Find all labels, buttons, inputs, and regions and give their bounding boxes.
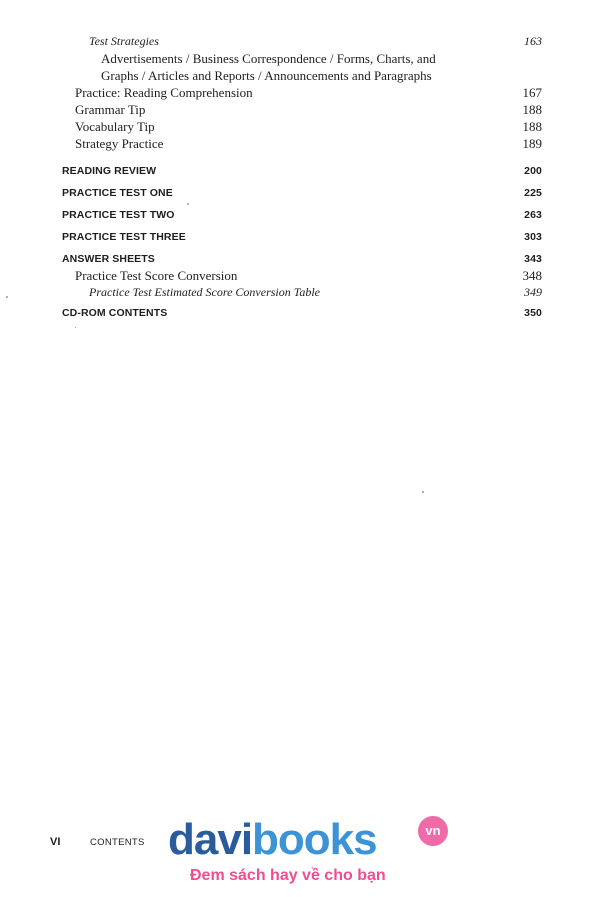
toc-entry-page: 167 xyxy=(522,85,542,100)
toc-entry-page: 348 xyxy=(522,268,542,283)
toc-entry-label: Advertisements / Business Correspondence / Forms, Charts, and xyxy=(101,51,436,66)
scan-speck xyxy=(6,296,8,298)
toc-entry-test-strategies[interactable] xyxy=(62,33,542,50)
logo-vn-badge: vn xyxy=(418,816,448,846)
toc-entry-label: Graphs / Articles and Reports / Announcements and Paragraphs xyxy=(101,68,432,83)
toc-section-page: 225 xyxy=(524,187,542,199)
toc-entry-page: 349 xyxy=(524,285,542,299)
toc-section-page: 303 xyxy=(524,231,542,243)
logo-wordmark-part-1: davi xyxy=(168,815,253,864)
toc-entry-score-conversion[interactable] xyxy=(62,267,542,284)
toc-section-label: CD-ROM CONTENTS xyxy=(62,307,168,319)
toc-section-reading-review[interactable] xyxy=(62,163,542,179)
table-of-contents xyxy=(62,33,542,321)
toc-strategy-topics-line-1 xyxy=(62,50,542,67)
toc-entry-label: Strategy Practice xyxy=(75,136,164,151)
toc-entry-page: 188 xyxy=(522,102,542,117)
logo-tagline: Đem sách hay về cho bạn xyxy=(190,867,386,884)
toc-entry-label: Grammar Tip xyxy=(75,102,146,117)
toc-section-label: READING REVIEW xyxy=(62,165,157,177)
toc-entry-strategy-practice[interactable] xyxy=(62,135,542,152)
toc-section-page: 200 xyxy=(524,165,542,177)
toc-entry-vocabulary-tip[interactable] xyxy=(62,118,542,135)
toc-entry-page: 188 xyxy=(522,119,542,134)
logo-wordmark-part-2: books xyxy=(252,815,377,864)
toc-section-practice-test-three[interactable] xyxy=(62,229,542,245)
scan-speck xyxy=(187,203,189,205)
toc-section-practice-test-two[interactable] xyxy=(62,207,542,223)
toc-entry-page: 163 xyxy=(524,34,542,48)
page-number: VI xyxy=(50,836,61,848)
toc-section-page: 350 xyxy=(524,307,542,319)
toc-entry-score-table[interactable] xyxy=(62,284,542,301)
toc-entry-practice-reading[interactable] xyxy=(62,84,542,101)
toc-entry-label: Practice Test Score Conversion xyxy=(75,268,238,283)
toc-entry-grammar-tip[interactable] xyxy=(62,101,542,118)
toc-entry-label: Test Strategies xyxy=(89,34,159,48)
toc-section-label: ANSWER SHEETS xyxy=(62,253,155,265)
logo-wordmark xyxy=(168,814,377,866)
toc-section-page: 343 xyxy=(524,253,542,265)
toc-entry-label: Vocabulary Tip xyxy=(75,119,155,134)
davibooks-watermark-logo xyxy=(168,814,458,894)
toc-section-label: PRACTICE TEST THREE xyxy=(62,231,186,243)
toc-section-page: 263 xyxy=(524,209,542,221)
running-footer-label: CONTENTS xyxy=(90,837,145,848)
scan-speck xyxy=(75,327,76,328)
toc-strategy-topics-line-2 xyxy=(62,67,542,84)
toc-section-label: PRACTICE TEST TWO xyxy=(62,209,175,221)
scan-speck xyxy=(422,491,424,493)
toc-section-cdrom-contents[interactable] xyxy=(62,305,542,321)
toc-section-answer-sheets[interactable] xyxy=(62,251,542,267)
toc-entry-label: Practice Test Estimated Score Conversion Table xyxy=(89,285,320,299)
toc-section-practice-test-one[interactable] xyxy=(62,185,542,201)
toc-entry-page: 189 xyxy=(522,136,542,151)
toc-section-label: PRACTICE TEST ONE xyxy=(62,187,173,199)
toc-entry-label: Practice: Reading Comprehension xyxy=(75,85,253,100)
